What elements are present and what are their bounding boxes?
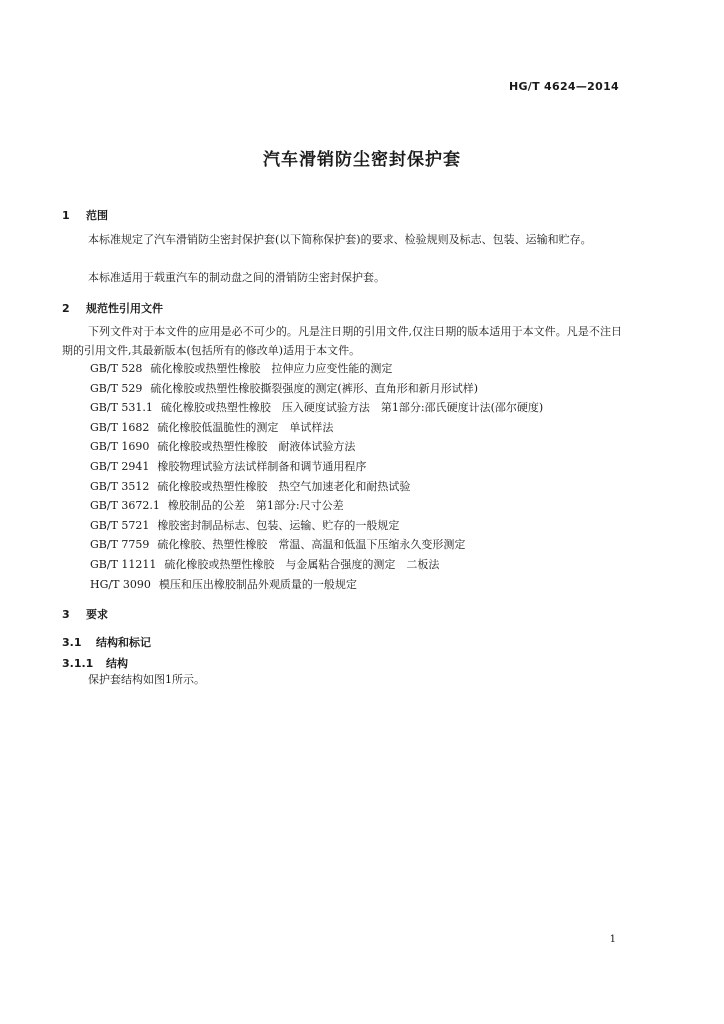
reference-title: 硫化橡胶或热塑性橡胶撕裂强度的测定(裤形、直角形和新月形试样) <box>150 381 478 395</box>
reference-item <box>90 437 543 457</box>
reference-item <box>90 359 543 379</box>
reference-title: 硫化橡胶或热塑性橡胶 与金属粘合强度的测定 二板法 <box>164 557 440 571</box>
reference-title: 硫化橡胶或热塑性橡胶 热空气加速老化和耐热试验 <box>157 479 411 493</box>
reference-item <box>90 418 543 438</box>
subsection-3-1-heading <box>62 634 151 650</box>
page-number: 1 <box>609 934 616 945</box>
section-2-heading <box>62 300 163 316</box>
reference-item <box>90 555 543 575</box>
section-title: 范围 <box>86 209 108 222</box>
reference-code: GB/T 7759 <box>90 538 150 552</box>
reference-code: GB/T 529 <box>90 381 143 395</box>
reference-item <box>90 477 543 497</box>
document-title: 汽车滑销防尘密封保护套 <box>263 150 461 170</box>
subsection-3-1-1-heading <box>62 655 128 671</box>
reference-title: 橡胶密封制品标志、包装、运输、贮存的一般规定 <box>157 518 400 532</box>
section-title: 规范性引用文件 <box>86 302 163 315</box>
section-1-heading <box>62 207 108 223</box>
subsection-number: 3.1 <box>62 636 82 649</box>
reference-code: GB/T 1682 <box>90 420 150 434</box>
reference-item <box>90 398 543 418</box>
subsection-number: 3.1.1 <box>62 657 94 670</box>
reference-item <box>90 575 543 595</box>
reference-item <box>90 496 543 516</box>
reference-title: 模压和压出橡胶制品外观质量的一般规定 <box>158 577 357 591</box>
section-number: 2 <box>62 302 70 315</box>
reference-code: GB/T 1690 <box>90 440 150 454</box>
standard-number: HG/T 4624—2014 <box>508 80 619 93</box>
reference-item <box>90 379 543 399</box>
reference-item <box>90 457 543 477</box>
reference-item <box>90 516 543 536</box>
structure-paragraph: 保护套结构如图1所示。 <box>88 673 205 686</box>
reference-title: 硫化橡胶、热塑性橡胶 常温、高温和低温下压缩永久变形测定 <box>157 538 466 552</box>
scope-paragraph-2: 本标准适用于载重汽车的制动盘之间的滑销防尘密封保护套。 <box>88 271 385 284</box>
section-3-heading <box>62 606 108 622</box>
scope-paragraph-1: 本标准规定了汽车滑销防尘密封保护套(以下简称保护套)的要求、检验规则及标志、包装、运输和贮存。 <box>88 233 592 246</box>
subsection-title: 结构 <box>106 657 128 670</box>
reference-title: 硫化橡胶或热塑性橡胶 耐液体试验方法 <box>157 440 356 454</box>
section-number: 1 <box>62 209 70 222</box>
reference-code: GB/T 3672.1 <box>90 499 160 513</box>
section-title: 要求 <box>86 608 108 621</box>
reference-code: GB/T 11211 <box>90 557 157 571</box>
normative-references-list <box>90 359 543 594</box>
reference-code: GB/T 528 <box>90 362 143 375</box>
reference-code: GB/T 531.1 <box>90 401 153 415</box>
reference-title: 硫化橡胶低温脆性的测定 单试样法 <box>157 420 334 434</box>
reference-title: 橡胶物理试验方法试样制备和调节通用程序 <box>157 459 367 473</box>
reference-code: GB/T 5721 <box>90 518 150 532</box>
subsection-title: 结构和标记 <box>96 636 151 649</box>
reference-code: GB/T 2941 <box>90 459 150 473</box>
section-number: 3 <box>62 608 70 621</box>
reference-title: 橡胶制品的公差 第1部分:尺寸公差 <box>167 499 344 513</box>
reference-code: GB/T 3512 <box>90 479 150 493</box>
reference-code: HG/T 3090 <box>90 577 151 591</box>
references-intro: 下列文件对于本文件的应用是必不可少的。凡是注日期的引用文件,仅注日期的版本适用于本文件。凡是不注日期的引用文件,其最新版本(包括所有的修改单)适用于本文件。 <box>62 325 622 357</box>
reference-title: 硫化橡胶或热塑性橡胶 压入硬度试验方法 第1部分:邵氏硬度计法(邵尔硬度) <box>160 401 544 415</box>
reference-title: 硫化橡胶或热塑性橡胶 拉伸应力应变性能的测定 <box>150 362 393 375</box>
reference-item <box>90 535 543 555</box>
